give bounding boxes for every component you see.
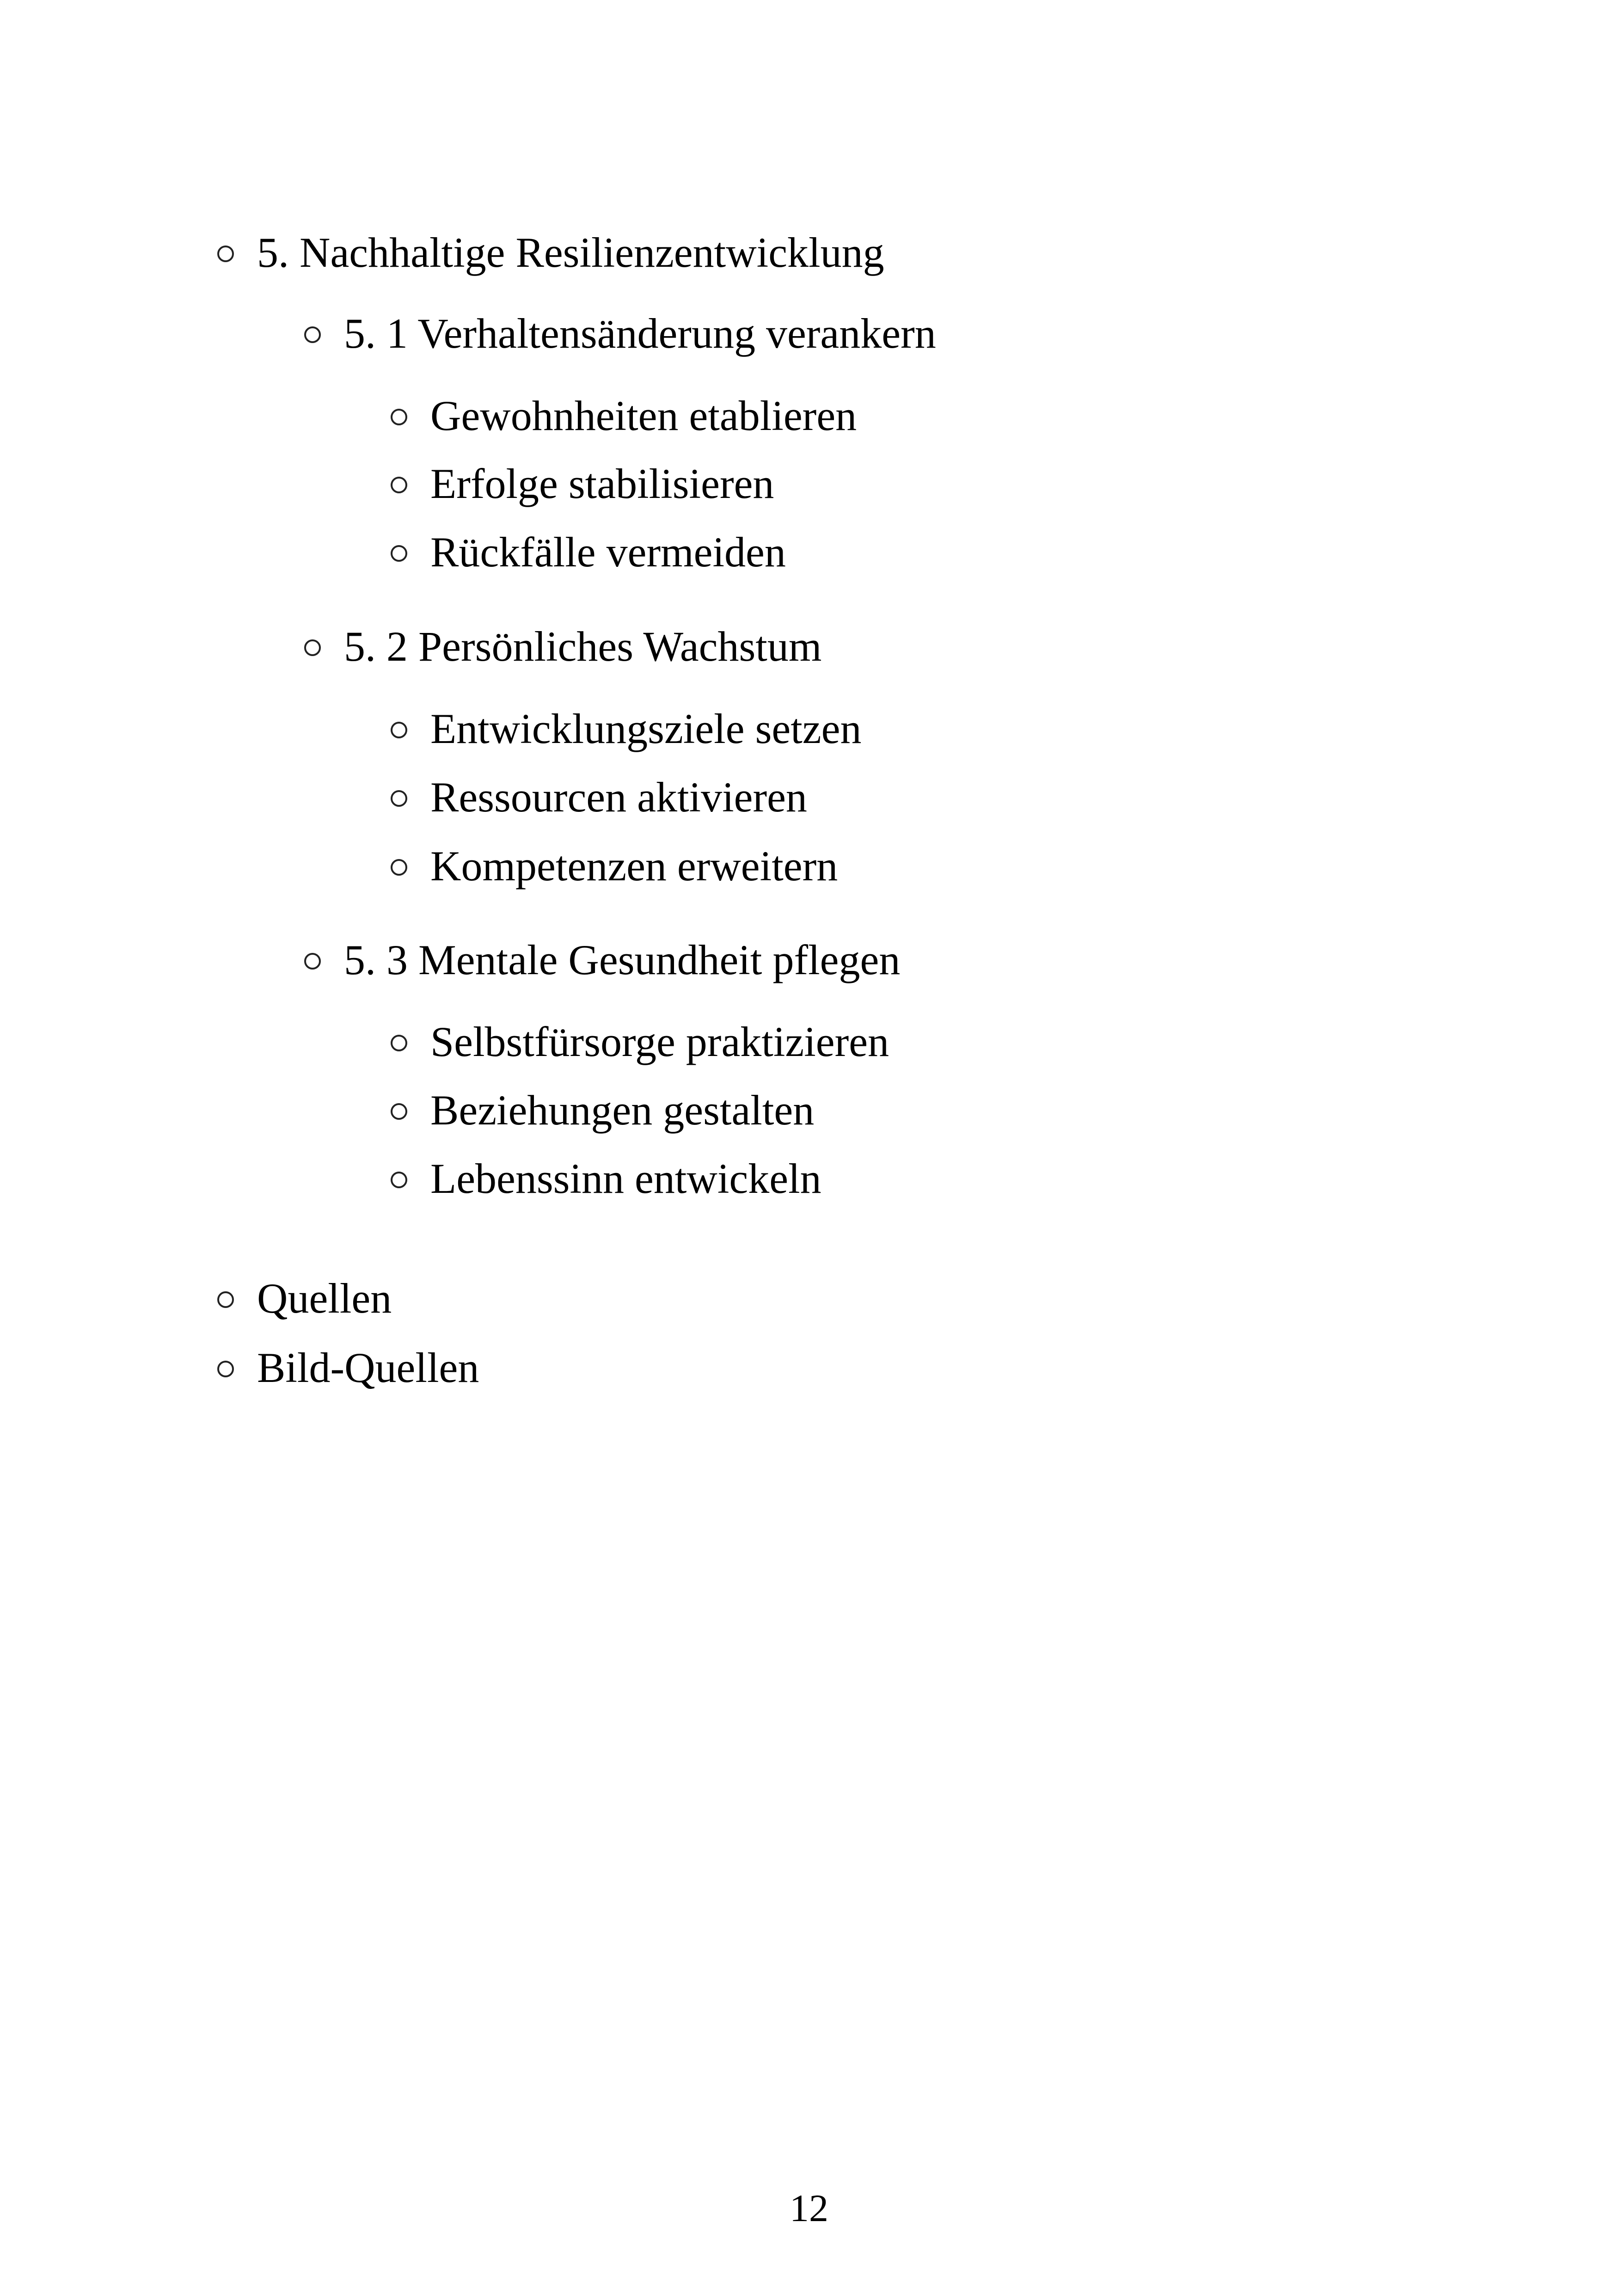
hollow-circle-bullet-icon [304, 953, 321, 970]
toc-item-rueckfaelle-vermeiden [391, 528, 786, 576]
hollow-circle-bullet-icon [217, 1291, 234, 1308]
toc-item-label: Gewohnheiten etablieren [430, 392, 857, 439]
hollow-circle-bullet-icon [304, 639, 321, 656]
toc-item-gewohnheiten-etablieren [391, 394, 857, 437]
toc-item-label: Selbstfürsorge praktizieren [430, 1018, 889, 1065]
toc-item-label: Entwicklungsziele setzen [430, 705, 862, 752]
toc-item-beziehungen-gestalten [391, 1087, 815, 1134]
hollow-circle-bullet-icon [391, 545, 407, 562]
toc-item-label: 5. Nachhaltige Resilienzentwicklung [257, 229, 884, 276]
toc-item-quellen [217, 1277, 392, 1320]
hollow-circle-bullet-icon [217, 1361, 234, 1377]
toc-item-nachhaltige-resilienzentwicklung [217, 231, 884, 274]
hollow-circle-bullet-icon [391, 859, 407, 876]
toc-item-ressourcen-aktivieren [391, 774, 807, 821]
hollow-circle-bullet-icon [391, 722, 407, 738]
page-number: 12 [790, 2187, 828, 2230]
toc-item-label: 5. 1 Verhaltensänderung verankern [344, 310, 936, 357]
toc-item-label: Erfolge stabilisieren [430, 460, 774, 507]
toc-item-label: Bild-Quellen [257, 1344, 479, 1391]
hollow-circle-bullet-icon [391, 1172, 407, 1188]
toc-item-label: Ressourcen aktivieren [430, 774, 807, 821]
toc-item-bild-quellen [217, 1346, 479, 1389]
toc-item-entwicklungsziele-setzen [391, 707, 861, 750]
toc-item-erfolge-stabilisieren [391, 462, 774, 505]
hollow-circle-bullet-icon [391, 790, 407, 807]
toc-item-selbstfuersorge-praktizieren [391, 1020, 889, 1063]
hollow-circle-bullet-icon [391, 409, 407, 425]
hollow-circle-bullet-icon [391, 1103, 407, 1120]
toc-item-verhaltensaenderung-verankern [304, 312, 936, 355]
toc-item-label: Rückfälle vermeiden [430, 528, 786, 576]
toc-item-kompetenzen-erweitern [391, 842, 838, 890]
toc-item-mentale-gesundheit-pflegen [304, 936, 901, 983]
toc-item-label: 5. 3 Mentale Gesundheit pflegen [344, 936, 901, 983]
toc-item-label: 5. 2 Persönliches Wachstum [344, 623, 822, 670]
toc-item-persoenliches-wachstum [304, 625, 821, 668]
toc-item-label: Beziehungen gestalten [430, 1087, 815, 1134]
toc-item-label: Lebenssinn entwickeln [430, 1155, 821, 1202]
hollow-circle-bullet-icon [391, 1035, 407, 1051]
hollow-circle-bullet-icon [391, 477, 407, 493]
toc-item-label: Kompetenzen erweitern [430, 842, 838, 890]
hollow-circle-bullet-icon [217, 246, 234, 262]
toc-item-lebenssinn-entwickeln [391, 1157, 821, 1200]
hollow-circle-bullet-icon [304, 326, 321, 343]
toc-item-label: Quellen [257, 1275, 392, 1322]
